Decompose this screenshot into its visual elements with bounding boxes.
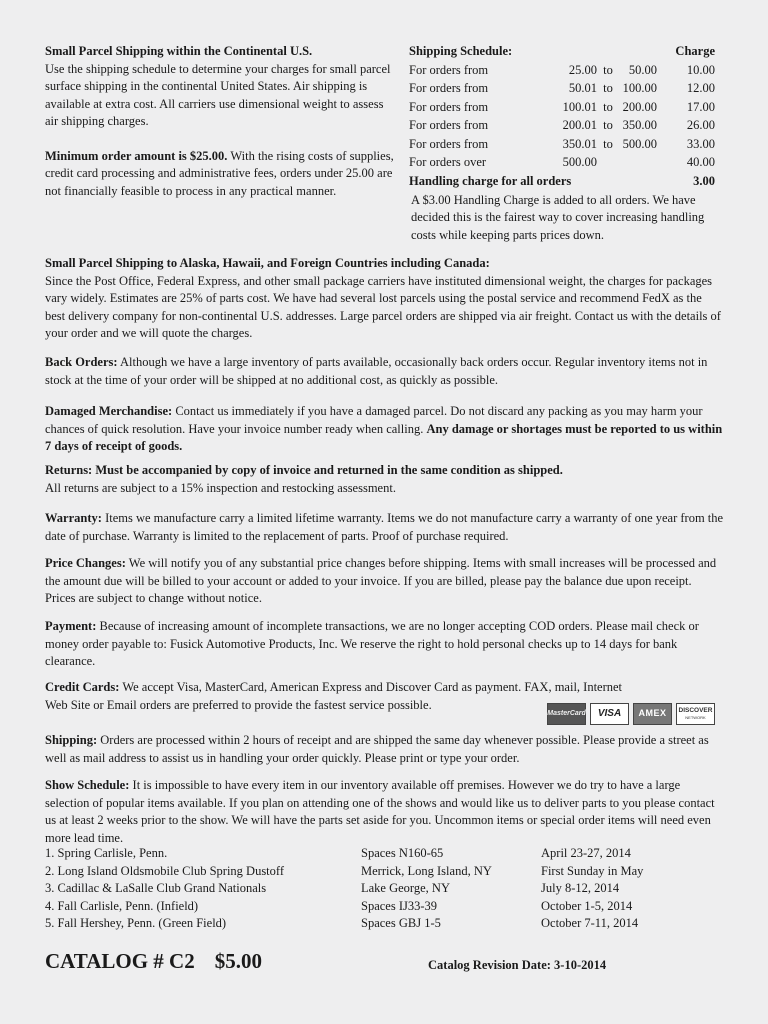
back-orders-label: Back Orders: — [45, 355, 118, 369]
credit-card-logos — [547, 703, 715, 725]
schedule-row-from: 100.01 — [562, 99, 597, 114]
visa-logo: VISA — [590, 703, 629, 725]
show-row — [45, 880, 725, 898]
price-changes-body: We will notify you of any substantial price changes before shipping. Items with small increases will be processed and the amount due will be billed to your account or added to your invoice. If you are billed, please pay the balance due upon receipt. Prices are subject to change without notice. — [45, 556, 717, 605]
payment-body: Because of increasing amount of incomplete transactions, we are no longer accepting COD orders. Please mail check or money order payable to: Fusick Automotive Products, Inc. We reserve the right to hold personal checks up to 14 days for bank clearance. — [45, 619, 699, 668]
handling-value: 3.00 — [693, 174, 715, 189]
warranty-label: Warranty: — [45, 511, 102, 525]
schedule-row-label: For orders from — [409, 62, 489, 77]
schedule-row-from: 200.01 — [562, 118, 597, 133]
schedule-row-charge: 33.00 — [686, 136, 715, 151]
show-list — [45, 845, 725, 933]
warranty-section — [45, 510, 725, 545]
schedule-row-sep: to — [603, 118, 613, 133]
us-shipping-heading: Small Parcel Shipping within the Continental U.S. — [45, 44, 313, 58]
schedule-row-sep: to — [603, 99, 613, 114]
show-location: Merrick, Long Island, NY — [361, 863, 492, 878]
schedule-row-label: For orders over — [409, 155, 487, 170]
schedule-row-sep — [597, 153, 619, 172]
schedule-row-from: 500.00 — [562, 155, 597, 170]
show-name: 4. Fall Carlisle, Penn. (Infield) — [45, 898, 199, 913]
back-orders-section — [45, 354, 725, 389]
schedule-row-label: For orders from — [409, 81, 489, 96]
returns-section — [45, 462, 725, 497]
show-location: Spaces GBJ 1-5 — [361, 916, 441, 930]
payment-section — [45, 618, 725, 671]
handling-label: Handling charge for all orders — [409, 174, 572, 189]
schedule-row-charge: 10.00 — [686, 62, 715, 77]
shipping-body: Orders are processed within 2 hours of receipt and are shipped the same day whenever possible. Please provide a street as well as mail address to assist us in handling your order quickly. Please print or type your order. — [45, 733, 709, 765]
show-location: Lake George, NY — [361, 881, 450, 895]
schedule-rows — [409, 61, 715, 173]
show-name: 5. Fall Hershey, Penn. (Green Field) — [45, 916, 227, 930]
discover-logo-subtext: NETWORK — [685, 715, 706, 720]
schedule-row-to: 50.00 — [628, 62, 657, 77]
show-date: October 1-5, 2014 — [541, 898, 633, 913]
amex-logo: AMEX — [633, 703, 672, 725]
catalog-number — [45, 948, 262, 974]
show-date: July 8-12, 2014 — [541, 881, 620, 895]
schedule-title: Shipping Schedule: — [409, 44, 513, 58]
foreign-shipping-body: Since the Post Office, Federal Express, and other small package carriers have instituted dimensional weight, the charges for packages vary widely. Estimates are 25% of parts cost. We have had several lost parcels using the postal service and recommend FedX as the best delivery company for non-continental U.S. addresses. Large parcel orders are shipped via air freight. Contact us with the details of your order and we will quote the charges. — [45, 273, 721, 340]
foreign-shipping-heading: Small Parcel Shipping to Alaska, Hawaii, and Foreign Countries including Canada: — [45, 256, 490, 270]
credit-cards-label: Credit Cards: — [45, 680, 120, 694]
damaged-body: Contact us immediately if you have a damaged parcel. Do not discard any packing as you may harm your chances of quick resolution. Have your invoice number ready when calling. — [45, 404, 703, 436]
show-row — [45, 863, 725, 881]
show-location: Spaces N160-65 — [361, 846, 444, 860]
schedule-row — [409, 79, 715, 98]
show-schedule-label: Show Schedule: — [45, 778, 130, 792]
schedule-row-charge: 26.00 — [686, 118, 715, 133]
show-schedule-section — [45, 777, 725, 847]
minimum-order-body: With the rising costs of supplies, credit card processing and administrative fees, orders under 25.00 are not financially feasible to process in any practical manner. — [45, 148, 394, 198]
schedule-row-sep: to — [603, 81, 613, 96]
damaged-bold-tail: Any damage or shortages must be reported to us within 7 days of receipt of goods. — [45, 421, 723, 453]
price-changes-section — [45, 555, 725, 608]
back-orders-body: Although we have a large inventory of parts available, occasionally back orders occur. Regular inventory items not in stock at the time of your order will be shipped at no additional cost, as quickly as possible. — [45, 355, 708, 387]
schedule-row-label: For orders from — [409, 99, 489, 114]
warranty-body: Items we manufacture carry a limited lifetime warranty. Items we do not manufacture carry a warranty of one year from the date of purchase. Warranty is limited to the replacement of parts. Proof of purchase required. — [45, 511, 724, 543]
schedule-header — [409, 43, 715, 61]
handling-row — [409, 172, 715, 191]
schedule-row — [409, 135, 715, 154]
show-schedule-body: It is impossible to have every item in our inventory available off premises. However we do try to have a large selection of popular items available. If you plan on attending one of the shows and would like us to deliver parts to you please contact us at least 2 weeks prior to the show. We will have the parts set aside for you. Uncommon items or special order items will need even more lead time. — [45, 778, 715, 845]
schedule-row-from: 25.00 — [568, 62, 597, 77]
minimum-order-paragraph — [45, 148, 395, 201]
credit-cards-body: We accept Visa, MasterCard, American Express and Discover Card as payment. FAX, mail, Internet Web Site or Email orders are preferred to provide the fastest service possible. — [45, 680, 623, 712]
schedule-row-to: 350.00 — [622, 118, 657, 133]
show-date: First Sunday in May — [541, 863, 644, 878]
us-shipping-body: Use the shipping schedule to determine your charges for small parcel surface shipping in the continental United States. Air shipping is available at extra cost. All carriers use dimensional weight to assess air shipping charges. — [45, 61, 391, 128]
schedule-row-to: 200.00 — [622, 99, 657, 114]
discover-logo-text: DISCOVER — [678, 707, 713, 714]
discover-logo — [676, 703, 715, 725]
payment-label: Payment: — [45, 619, 97, 633]
shipping-section — [45, 732, 725, 767]
show-date: April 23-27, 2014 — [541, 846, 631, 860]
foreign-shipping-section — [45, 255, 725, 343]
catalog-revision-date: Catalog Revision Date: 3-10-2014 — [428, 958, 607, 972]
schedule-row-from: 350.01 — [562, 136, 597, 151]
returns-label: Returns: Must be accompanied by copy of invoice and returned in the same condition as shipped. — [45, 463, 563, 477]
catalog-price: $5.00 — [214, 949, 262, 973]
us-shipping-section — [45, 43, 395, 200]
show-row — [45, 845, 725, 863]
show-row — [45, 915, 725, 933]
show-location: Spaces IJ33-39 — [361, 898, 438, 913]
schedule-row-to: 100.00 — [622, 81, 657, 96]
damaged-merchandise-section — [45, 403, 725, 456]
schedule-row-charge: 17.00 — [686, 99, 715, 114]
schedule-row — [409, 153, 715, 172]
show-row — [45, 898, 725, 916]
returns-body: All returns are subject to a 15% inspection and restocking assessment. — [45, 480, 396, 495]
schedule-row-charge: 12.00 — [686, 81, 715, 96]
schedule-row-to — [619, 153, 657, 172]
mastercard-logo: MasterCard — [547, 703, 586, 725]
price-changes-label: Price Changes: — [45, 556, 126, 570]
schedule-row-label: For orders from — [409, 136, 489, 151]
minimum-order-label: Minimum order amount is $25.00. — [45, 148, 228, 163]
schedule-row-charge: 40.00 — [686, 155, 715, 170]
schedule-row-from: 50.01 — [568, 81, 597, 96]
shipping-label: Shipping: — [45, 733, 98, 747]
show-name: 2. Long Island Oldsmobile Club Spring Dustoff — [45, 863, 285, 878]
handling-note: A $3.00 Handling Charge is added to all orders. We have decided this is the fairest way to cover increasing handling costs while keeping parts prices down. — [411, 192, 705, 242]
show-date: October 7-11, 2014 — [541, 916, 639, 930]
schedule-row-sep: to — [603, 136, 613, 151]
schedule-row-sep: to — [603, 62, 613, 77]
schedule-row — [409, 98, 715, 117]
schedule-row — [409, 61, 715, 80]
schedule-row — [409, 116, 715, 135]
schedule-row-to: 500.00 — [622, 136, 657, 151]
catalog-label: CATALOG # C2 — [45, 949, 195, 973]
shipping-schedule — [409, 43, 715, 244]
charge-header: Charge — [675, 44, 715, 58]
show-name: 1. Spring Carlisle, Penn. — [45, 846, 168, 860]
show-name: 3. Cadillac & LaSalle Club Grand Nationals — [45, 881, 267, 895]
damaged-label: Damaged Merchandise: — [45, 404, 173, 418]
schedule-row-label: For orders from — [409, 118, 489, 133]
